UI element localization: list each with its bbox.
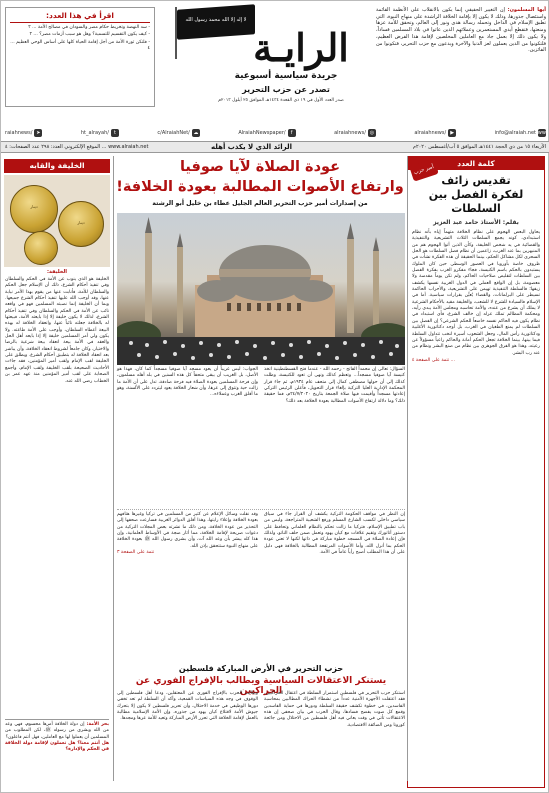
editorial-column (407, 156, 545, 788)
gold-coin-icon (24, 231, 58, 265)
intro-heading: أيها المسلمون: (507, 7, 546, 13)
issue-contents-title: اقرأ في هذا العدد: (10, 11, 150, 23)
editorial-author: بقلم: الأستاذ حامد عبد العزيز (433, 219, 519, 226)
left-bottom-box (5, 719, 109, 777)
soundcloud-icon: ☁ (193, 130, 199, 136)
column-divider (113, 156, 114, 781)
intro-call-box (376, 7, 546, 107)
second-story-title[interactable]: حزب التحرير في الأرض المباركة فلسطين (178, 664, 344, 673)
gold-dinars-image (4, 175, 110, 267)
lead-story-paragraph: الجواب: ليس غريباً أن يعود مسجد آيا صوفيا مسجداً كما كان، فهذا هو الأصل، بل الغريب أن يبقى متحفاً كل هذه السنين في بلد أهله مسلمون، وإن فرحة المسلمين بعودة الصلاة فيه فرحة صادقة، تدل على أن الأمة ما زالت حية وتتوق إلى عزها، وأن شعار الخلافة يعود ليتردد على الألسنة، وهو ما أقلق الغرب وعملاءه... (117, 367, 258, 398)
issue-contents-item[interactable]: - سد النهضة وتخريط حكام مصر والسودان في مصالح الأمة ... ٢ (28, 25, 150, 30)
social-link-twitter[interactable]: t /ht_alrayah (81, 129, 119, 137)
editorial-continued-link[interactable]: ... تتمة على الصفحة ٤ (412, 357, 455, 363)
hagia-sophia-photo (117, 213, 405, 365)
social-link-facebook[interactable]: f /AlraiahNewspaper (238, 129, 295, 137)
telegram-icon: ➤ (36, 130, 41, 136)
caliph-column-header: الخليفة والقابه (4, 159, 110, 173)
issue-contents-box (5, 7, 155, 107)
gold-coin-icon: دينار (10, 185, 58, 233)
first-edition-line: صدر العدد الأول في ١٩ ذي القعدة ١٤٣٤هـ الموافق ٢٥ أيلول ٢٠١٣م (218, 98, 344, 103)
newspaper-motto: الرائد الذي لا يكذب أهله (211, 143, 293, 151)
caliph-article-body: الخليفة هو الذي ينوب عن الأمة في الحكم والسلطان وفي تنفيذ أحكام الشرع، ذلك أن الإسلام جعل الحكم والسلطان للأمة، فأنابت عنها من يقوم بهذا الأمر نيابة عنها، وقد أوجب الله عليها تنفيذ أحكام الشرع جميعها. وبما أن الخليفة إنما نصبته المسلمين فهو في واقعه نائب عن الأمة في الحكم والسلطان وفي تنفيذ أحكام الشرع، لذلك لا يكون خليفة إلا إذا بايعته الأمة، فبيعتها له بالخلافة جعلته نائباً عنها، وانعقاد الخلافة له بهذه البيعة أعطاه السلطان، وأوجب على الأمة طاعته. ولا يكون ولي أمر المسلمين خليفة إلا إذا بايعه أهل الحل والعقد في الأمة بيعة انعقاد بيعة شرعية بالرضا والاختيار، وكان جامعاً لشروط انعقاد الخلافة، وأن يباشر بعد انعقاد الخلافة له بتطبيق أحكام الشرع. ويطلق على الخليفة لقب الإمام ولقب أمير المؤمنين، فقد جاءت الأحاديث الصحيحة بلقب الخليفة ولقب الإمام، وأجمع الصحابة على لقب أمير المؤمنين منذ عهد عمر بن الخطاب رضي الله عنه. (5, 277, 109, 384)
issue-date: الأربعاء ١٥ من ذي الحجة ١٤٤١هـ الموافق ٥ آب/أغسطس ٢٠٢٠م (412, 144, 546, 150)
social-link-instagram[interactable]: ◎ /alraiahnews (334, 130, 375, 136)
lead-story-paragraph: وقد نقلت وسائل الإعلام عن كثير من المسلمين في تركيا وغيرها هتافهم بعودة الخلافة وإعلاء رايتها، وهذا أقلق الدوائر الغربية فسارعت صحفها إلى التحذير من عودة الخلافة، ومن ذلك ما نشرته بعض المجلات التركية من دعوات صريحة لإقامة الخلافة، مما أثار ضجة في الأوساط العلمانية، وإن هذا كله يبشر بأن وعد الله آت، وأن بشرى رسول الله ﷺ بعودة الخلافة على منهاج النبوة ستتحقق بإذن الله. (117, 512, 258, 549)
second-story-body (117, 691, 405, 781)
caliph-caption: الخليفة: (47, 269, 67, 275)
issue-contents-item[interactable]: - كيف يكون التقسيم للتسمية؟ وهل هو سبب أزمات مصر؟ ... ٢ (29, 32, 150, 38)
flag-shahada: لا إله إلا الله محمد رسول الله (185, 17, 247, 23)
intro-text: إن التغيير الحقيقي إنما يكون بالانقلاب على الأنظمة القائمة واستئصال جذورها، وذلك لا يكون إلا بإقامة الخلافة الراشدة على منهاج النبوة، التي تطبق الإسلام في الداخل وتحمله رسالة هدى ونور إلى العالم، وتحقق للأمة عزها ومنعتها، فتقطع أيدي المستعمرين وعملائهم الذين عاثوا في بلاد المسلمين فساداً، ولا يكون ذلك إلا بعمل جاد مع العاملين المخلصين لإقامة هذا الفرض العظيم، فلتكونوا من الذين يعملون لعز الدنيا والآخرة ويدعون مع حزب التحرير، فتكونوا من الفائزين. (376, 7, 546, 54)
social-link-website[interactable]: www info@alraiah.net (494, 130, 546, 136)
issue-info-bar (1, 141, 549, 153)
lead-story-body (117, 367, 405, 507)
lead-story-paragraph: السؤال: تعالى إن محمداً الفاتح - رحمه الله - عندما فتح القسطنطينية اتخذ كنيسة آيا صوفيا مسجداً... وتعظم كذلك ونهى أن تعود للكنيسة، وظلت كذلك إلى أن حولها مصطفى كمال إلى متحف عام ١٩٣٤م، ثم جاء قرار المحكمة الإدارية العليا التركية بإلغاء قرار التحويل، فأعلن الرئيس التركي إعادتها مسجداً وأقيمت فيها صلاة الجمعة بتاريخ ٢٤/٧/٢٠٢٠م، فما حقيقة ذلك؟ وما دلالة ارتفاع الأصوات المطالبة بعودة الخلافة بعد ذلك؟ (264, 367, 405, 404)
lead-story-subtitle: من إصدارات أمير حزب التحرير العالم الجليل عطاء بن خليل أبو الرشتة (152, 200, 368, 207)
social-link-soundcloud[interactable]: ☁ /c/AlraiahNet (157, 130, 199, 136)
facebook-icon: f (288, 129, 296, 137)
lead-story-continued-link[interactable]: تتمة على الصفحة ٣ (117, 550, 155, 556)
left-bottom-text: إن دولة الخلافة أمرها محسوم، فهي وعد من الله وبشرى من رسوله ﷺ، لكن المطلوب من المسلمين أن يعملوا لها مع العاملين، فهل أنتم فاعلون؟ (5, 722, 109, 740)
logo-title: الرايـة (253, 25, 349, 70)
lead-story-title[interactable]: وارتفاع الأصوات المطالبة بعودة الخلافة! (116, 179, 404, 195)
social-links-row (5, 127, 546, 139)
newspaper-logo (171, 5, 371, 107)
logo-publisher: تصدر عن حزب التحرير (242, 85, 330, 94)
masthead (1, 1, 549, 113)
left-bottom-heading: بحر الأمة: (86, 722, 109, 727)
social-link-telegram[interactable]: ➤ /raiahnews (5, 130, 41, 136)
second-story-paragraph: وطالب الحزب بالإفراج الفوري عن المعتقلين، ودعا أهل فلسطين إلى الوقوف في وجه هذه السياسات القمعية، وأكد أن السلطة لم تعد تخفي دورها الوظيفي في خدمة الاحتلال، وأن تحرير فلسطين لا يكون إلا بتحرك جيوش الأمة لاقتلاع كيان يهود من جذوره، وإن الأمة الإسلامية مطالبة بالعمل لإقامة الخلافة التي تحرر الأرض المباركة وتعيد للأمة عزها ومجدها. (117, 691, 258, 722)
lead-story-title[interactable]: عودة الصلاة لآيا صوفيا (179, 159, 341, 175)
second-story-subtitle[interactable]: يستنكر الاعتقالات السياسية ويطالب بالإفراج الفوري عن الحراكيين (135, 676, 387, 696)
gold-coin-icon: دينار (58, 201, 104, 247)
editorial-body: يحاول البعض الهجوم على نظام الخلافة متهماً إياه بأنه نظام استبدادي، كونه يجمع السلطات الثلاث التشريعية والتنفيذية والقضائية في يد شخص الخليفة، وكأن الذين أتوا الهجوم هم من المنبهرين بما عند الغرب، زاعمين أن نظام فصل السلطات هو الحل السحري لكل مشاكل الحكم، بينما الحقيقة أن هذه الفكرة نشأت في ظروف خاصة بأوروبا في العصور الوسطى حين كان الملوك يستبدون بالحكم باسم الكنيسة، فجاء مفكرو الغرب بفكرة الفصل بين السلطات لتقليص صلاحيات الحاكم، ولم تكن يوماً مقدسة ولا معصومة، بل إن الواقع العملي في الدول الغربية نفسها يكشف زيفها؛ فالسلطة التنفيذية تهيمن على التشريعية، والأحزاب الحاكمة تسيطر على البرلمانات، والقضاء يُعيَّن بقرارات سياسية. أما في الإسلام فالسيادة للشرع لا للشعب، والخليفة مقيد بالأحكام الشرعية لا يملك أن يشرع من عنده، والأمة تحاسبه ومجلس الأمة يبدي رأيه، ومحكمة المظالم تملك عزله إن خالف الشرع، فأي استبداد في نظام يكون فيه الحاكم نفسه خاضعاً للحكم الشرعي؟ إن الفصل بين السلطات لم يمنع الطغيان في الغرب، بل أوجد دكتاتورية الأغلبية ودكتاتورية رأس المال، وجعل الشعوب أسيرة لنخب تتداول السلطة فيما بينها، بينما الخلافة تجعل الحكم أمانة والحاكم راعياً مسؤولاً عن رعيته، وهذا هو الفرق الجوهري بين نظام من صنع البشر ونظام من عند رب البشر. (412, 230, 540, 356)
second-story-paragraph: استنكر حزب التحرير في فلسطين استمرار السلطة في اعتقال الحراكيين، فقد اعتقلت الأجهزة الأمنية عدداً من نشطاء الحراك المطالبين بمحاسبة الفاسدين، في خطوة تكشف حقيقة السلطة ودورها في حماية الفاسدين وقمع كل صوت يفضح فسادها، وقال الحزب في بيان صحفي إن هذه الاعتقالات تأتي في وقت يعاني فيه أهل فلسطين من الاحتلال ومن جائحة كورونا ومن الضائقة الاقتصادية. (264, 691, 405, 728)
twitter-icon: t (111, 129, 119, 137)
column-divider (407, 156, 408, 781)
editorial-title[interactable]: تقديس زائف لفكرة الفصل بين السلطات (428, 174, 524, 215)
logo-tagline: جريدة سياسية أسبوعية (234, 71, 338, 81)
mosque-illustration (117, 213, 405, 365)
lead-story-paragraph: إن النظر في مواقف الحكومة التركية يكشف أن القرار جاء في سياق سياسي داخلي لكسب الشارع المسلم ورفع الشعبية المتراجعة، وليس من باب تطبيق الإسلام، فتركيا ما زالت تحكم بالنظام العلماني وتحافظ على دستور أتاتورك وتقيم علاقات مع كيان يهود وتعمل ضمن حلف الناتو، ولذلك فإن إعادة الصلاة في المسجد خطوة مباركة في ذاتها لكنها لا تعني عودة الحكم بما أنزل الله، وأما الأصوات المرتفعة المطالبة بالخلافة فهي دليل على أن هذا المطلب أصبح رأياً عاماً في الأمة. (264, 512, 405, 556)
instagram-icon: ◎ (369, 130, 375, 136)
editorial-header: كلمة العدد (408, 157, 544, 170)
lead-story-continuation (117, 509, 405, 659)
issue-contents-item[interactable]: - فلتكن ثورة الأمة من أجل إقامة الحياة كلها على أساس الوحي العظيم ... ٤ (10, 39, 150, 52)
website-icon: www (533, 130, 546, 136)
lead-story-badge: أمير حزب التحرير (409, 158, 439, 181)
social-link-youtube[interactable]: ▶ /alraiahnews (414, 129, 456, 137)
website-and-issue-number[interactable]: www.alraiah.net ... الموقع الإلكتروني العدد: ٢٩٨ عدد الصفحات: ٤ (5, 144, 149, 150)
youtube-icon: ▶ (448, 129, 456, 137)
left-bottom-question: هل أنتم معنا؟ هل تعملون لإقامة دولة الخلافة في الحكم والإدارة؟ (5, 741, 109, 753)
